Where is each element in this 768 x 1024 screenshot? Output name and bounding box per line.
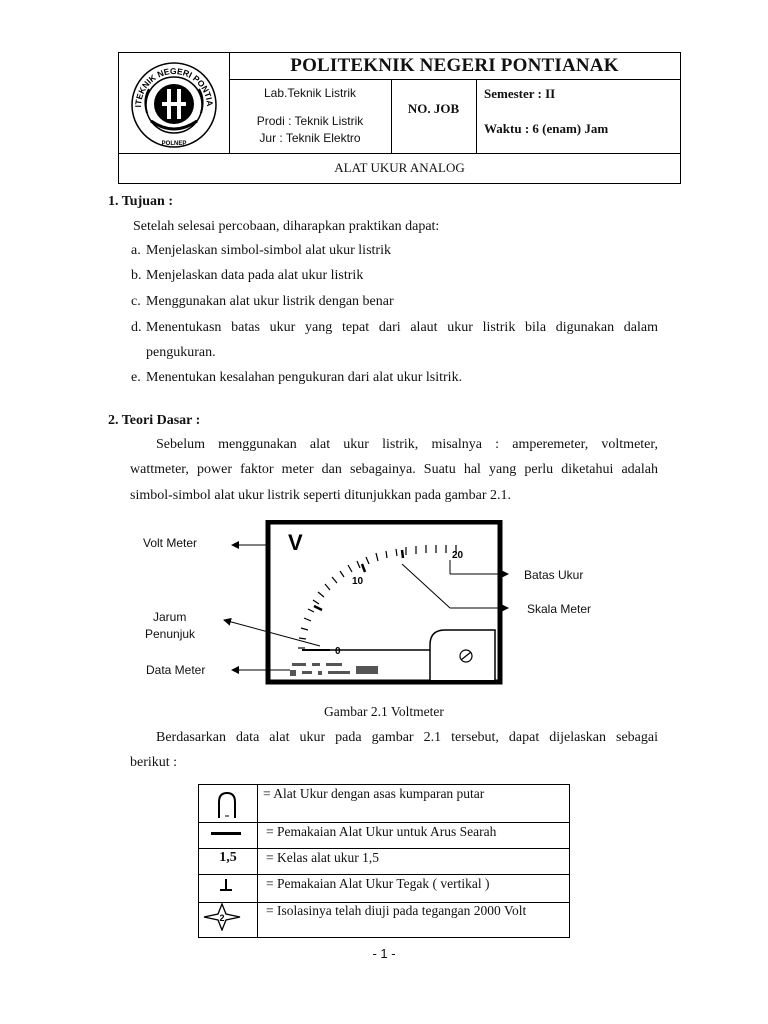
insulation-star-icon: [203, 903, 241, 931]
tujuan-item-text: Menggunakan alat ukur listrik dengan benar: [146, 294, 394, 309]
tujuan-item-marker: c.: [131, 294, 141, 309]
dc-line-icon: [211, 832, 241, 835]
meter-unit: V: [288, 530, 303, 555]
institution-title: POLITEKNIK NEGERI PONTIANAK: [290, 55, 619, 76]
teori-paragraph-line: wattmeter, power faktor meter dan sebagainya. Suatu hal yang perlu diketahui adalah: [130, 462, 658, 477]
label-penunjuk: Penunjuk: [145, 627, 196, 641]
teori-paragraph-line: Sebelum menggunakan alat ukur listrik, misalnya : amperemeter, voltmeter,: [156, 437, 658, 452]
tujuan-item-text: Menentukasn batas ukur yang tepat dari alaut ukur listrik bila digunakan dalam: [146, 320, 658, 335]
teori-paragraph-line: berikut :: [130, 755, 178, 770]
jurusan-label: Jur : Teknik Elektro: [259, 131, 361, 145]
label-jarum: Jarum: [153, 610, 187, 624]
meter-tick-0: 0: [335, 646, 341, 657]
waktu-label: Waktu : 6 (enam) Jam: [484, 121, 609, 136]
label-skala-meter: Skala Meter: [527, 602, 592, 616]
moving-coil-icon: [214, 790, 240, 820]
label-data-meter: Data Meter: [146, 663, 206, 677]
tujuan-intro: Setelah selesai percobaan, diharapkan praktikan dapat:: [133, 219, 440, 234]
symbol-description: = Alat Ukur dengan asas kumparan putar: [263, 786, 485, 801]
class-value: 1,5: [219, 850, 237, 865]
symbol-description: = Isolasinya telah diuji pada tegangan 2000 Volt: [266, 903, 527, 918]
tujuan-item-marker: a.: [131, 243, 141, 258]
tujuan-item-marker: d.: [131, 320, 142, 335]
teori-heading: 2. Teori Dasar :: [108, 413, 201, 428]
svg-text:POLITEKNIK NEGERI PONTIANAK: ITEKNIK NEGERI PONTIA: [132, 65, 216, 108]
tujuan-item-continuation: pengukuran.: [146, 345, 216, 360]
tujuan-item-marker: e.: [131, 370, 141, 385]
tujuan-heading: 1. Tujuan :: [108, 194, 173, 209]
prodi-label: Prodi : Teknik Listrik: [256, 114, 364, 128]
subject-title: ALAT UKUR ANALOG: [334, 160, 465, 175]
no-job-label: NO. JOB: [407, 101, 460, 116]
semester-label: Semester : II: [484, 86, 556, 101]
teori-paragraph-line: simbol-simbol alat ukur listrik seperti ditunjukkan pada gambar 2.1.: [130, 488, 512, 503]
symbol-description: = Kelas alat ukur 1,5: [266, 850, 379, 865]
symbol-description: = Pemakaian Alat Ukur untuk Arus Searah: [266, 824, 497, 839]
lab-label: Lab.Teknik Listrik: [263, 86, 357, 100]
polnep-logo: [129, 59, 219, 149]
teori-paragraph-line: Berdasarkan data alat ukur pada gambar 2.1 tersebut, dapat dijelaskan sebagai: [156, 730, 658, 745]
svg-text:2: 2: [219, 913, 225, 923]
svg-text:POLNEP: POLNEP: [161, 141, 187, 147]
figure-caption: Gambar 2.1 Voltmeter: [324, 704, 444, 719]
vertical-position-icon: [219, 878, 233, 892]
tujuan-item-text: Menentukan kesalahan pengukuran dari alat ukur lsitrik.: [146, 370, 463, 385]
tujuan-item-text: Menjelaskan simbol-simbol alat ukur listrik: [146, 243, 391, 258]
label-batas-ukur: Batas Ukur: [524, 568, 584, 582]
page-number: - 1 -: [372, 946, 396, 961]
label-volt-meter: Volt Meter: [143, 536, 198, 550]
tujuan-item-marker: b.: [131, 268, 142, 283]
symbol-description: = Pemakaian Alat Ukur Tegak ( vertikal ): [266, 876, 490, 891]
tujuan-item-text: Menjelaskan data pada alat ukur listrik: [146, 268, 364, 283]
meter-tick-20: 20: [452, 550, 464, 561]
meter-tick-10: 10: [352, 576, 364, 587]
